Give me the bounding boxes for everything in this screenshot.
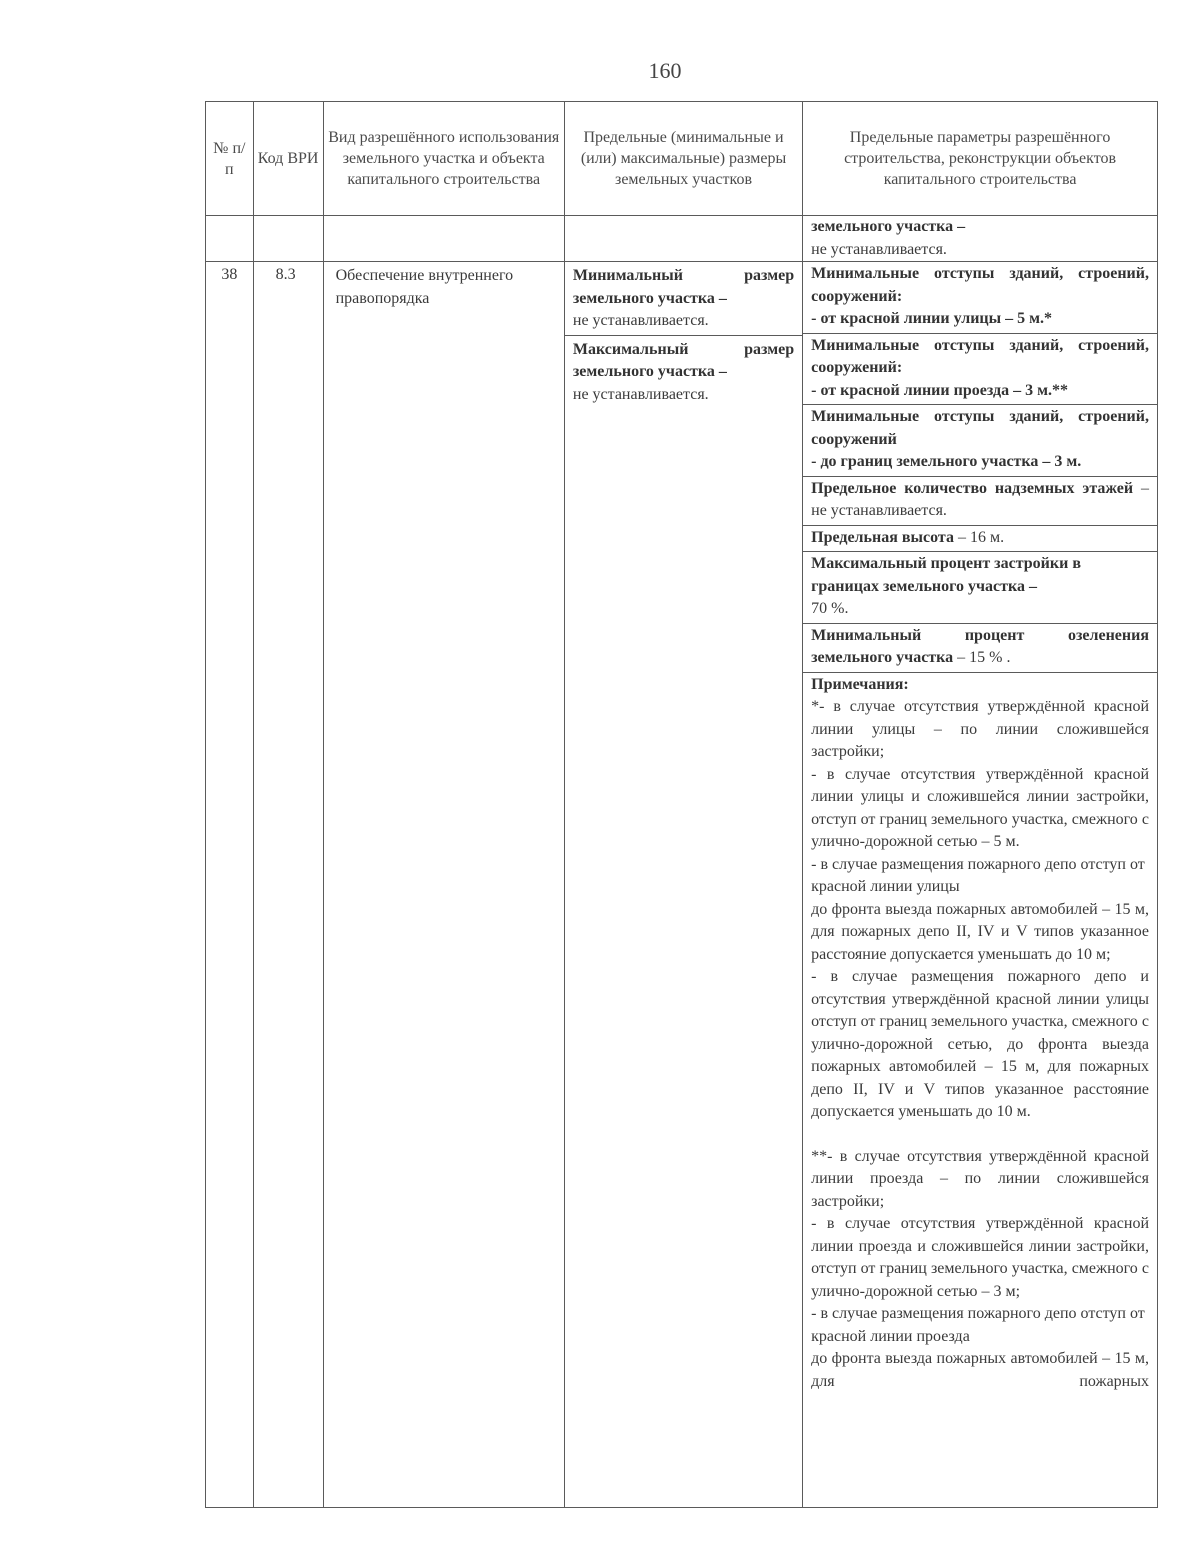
size-max — [565, 336, 802, 409]
param-setback-passage-label: Минимальные отступы зданий, строений, сооружений: — [811, 336, 1149, 376]
notes-title: Примечания: — [811, 675, 909, 693]
table-row — [206, 262, 1158, 1508]
note-7a: - в случае размещения пожарного депо отступ от красной линии проезда — [811, 1305, 1145, 1345]
header-code: Код ВРИ — [253, 102, 323, 216]
param-height-label: Предельная высота — [811, 528, 954, 546]
param-coverage-value: 70 %. — [811, 600, 849, 617]
row-code: 8.3 — [253, 262, 323, 1508]
size-max-label: Максимальный размер земельного участка – — [572, 340, 795, 380]
param-coverage-label: Максимальный процент застройки в границах земельного участка – — [811, 555, 1081, 595]
note-6: - в случае отсутствия утверждённой красной линии проезда и сложившейся линии застройки, отступ от границ земельного участка, смежного с улично-дорожной сетью – 3 м; — [811, 1215, 1149, 1300]
cont-num — [206, 216, 254, 262]
note-3a: - в случае размещения пожарного депо отступ от красной линии улицы — [811, 855, 1145, 895]
param-setback-street-value: - от красной линии улицы – 5 м.* — [811, 310, 1053, 327]
cont-params-line1: земельного участка – — [811, 218, 966, 235]
note-4: - в случае размещения пожарного депо и отсутствия утверждённой красной линии улицы отступ от границ земельного участка, смежного с улично-дорожной сетью, до фронта выезда пожарных автомобилей – 15 м, для пожарных депо II, IV и V типов указанное расстояние допускается уменьшать до 10 м. — [811, 968, 1149, 1120]
note-gap — [811, 1124, 1149, 1146]
note-5: **- в случае отсутствия утверждённой красной линии проезда – по линии сложившейся застройки; — [811, 1147, 1149, 1210]
table-header-row — [206, 102, 1158, 216]
param-setback-passage-value: - от красной линии проезда – 3 м.** — [811, 381, 1068, 399]
param-greenery — [803, 624, 1157, 673]
zoning-table — [205, 101, 1158, 1508]
note-3b: до фронта выезда пожарных автомобилей – 15 м, для пожарных депо II, IV и V типов указанное расстояние допускается уменьшать до 10 м; — [811, 900, 1149, 963]
param-coverage — [803, 552, 1157, 624]
row-size — [564, 262, 802, 1508]
note-1: *- в случае отсутствия утверждённой красной линии улицы – по линии сложившейся застройки; — [811, 698, 1149, 760]
header-params: Предельные параметры разрешённого строительства, реконструкции объектов капитального строительства — [803, 102, 1158, 216]
note-7b: до фронта выезда пожарных автомобилей – 15 м, для пожарных — [811, 1350, 1149, 1390]
param-setback-street — [803, 262, 1157, 334]
size-min-label: Минимальный размер земельного участка – — [572, 267, 795, 307]
row-num: 38 — [206, 262, 254, 1508]
param-setback-street-label: Минимальные отступы зданий, строений, сооружений: — [811, 265, 1149, 305]
param-floors — [803, 477, 1157, 526]
notes — [803, 673, 1157, 1394]
param-floors-label: Предельное количество надземных этажей — [811, 479, 1134, 497]
size-min-value: не устанавливается. — [572, 312, 709, 329]
param-setback-passage — [803, 334, 1157, 406]
param-height-value: – 16 м. — [953, 528, 1005, 546]
header-size: Предельные (минимальные и (или) максимальные) размеры земельных участков — [564, 102, 802, 216]
param-floors-value: – не устанавливается. — [811, 479, 1149, 519]
param-setback-boundary — [803, 405, 1157, 477]
param-height — [803, 526, 1157, 553]
header-use: Вид разрешённого использования земельного участка и объекта капитального строительства — [323, 102, 564, 216]
param-greenery-value: – 15 % . — [953, 649, 1011, 666]
row-use — [323, 262, 564, 1508]
size-min — [565, 262, 802, 336]
header-num: № п/п — [206, 102, 254, 216]
param-greenery-label: Минимальный процент озеленения земельного участка — [811, 626, 1149, 666]
continuation-row — [206, 216, 1158, 262]
row-use-text: Обеспечение внутреннего правопорядка — [335, 267, 514, 307]
cont-code — [253, 216, 323, 262]
cont-size — [564, 216, 802, 262]
cont-params — [803, 216, 1158, 262]
cont-params-line2: не устанавливается. — [811, 240, 947, 258]
page-number: 160 — [648, 58, 682, 83]
param-setback-boundary-value: - до границ земельного участка – 3 м. — [811, 453, 1082, 470]
note-2: - в случае отсутствия утверждённой красной линии улицы и сложившейся линии застройки, отступ от границ земельного участка, смежного с улично-дорожной сетью – 5 м. — [811, 765, 1149, 850]
row-params — [803, 262, 1158, 1508]
param-setback-boundary-label: Минимальные отступы зданий, строений, сооружений — [811, 408, 1149, 448]
cont-use — [323, 216, 564, 262]
size-max-value: не устанавливается. — [572, 385, 709, 403]
